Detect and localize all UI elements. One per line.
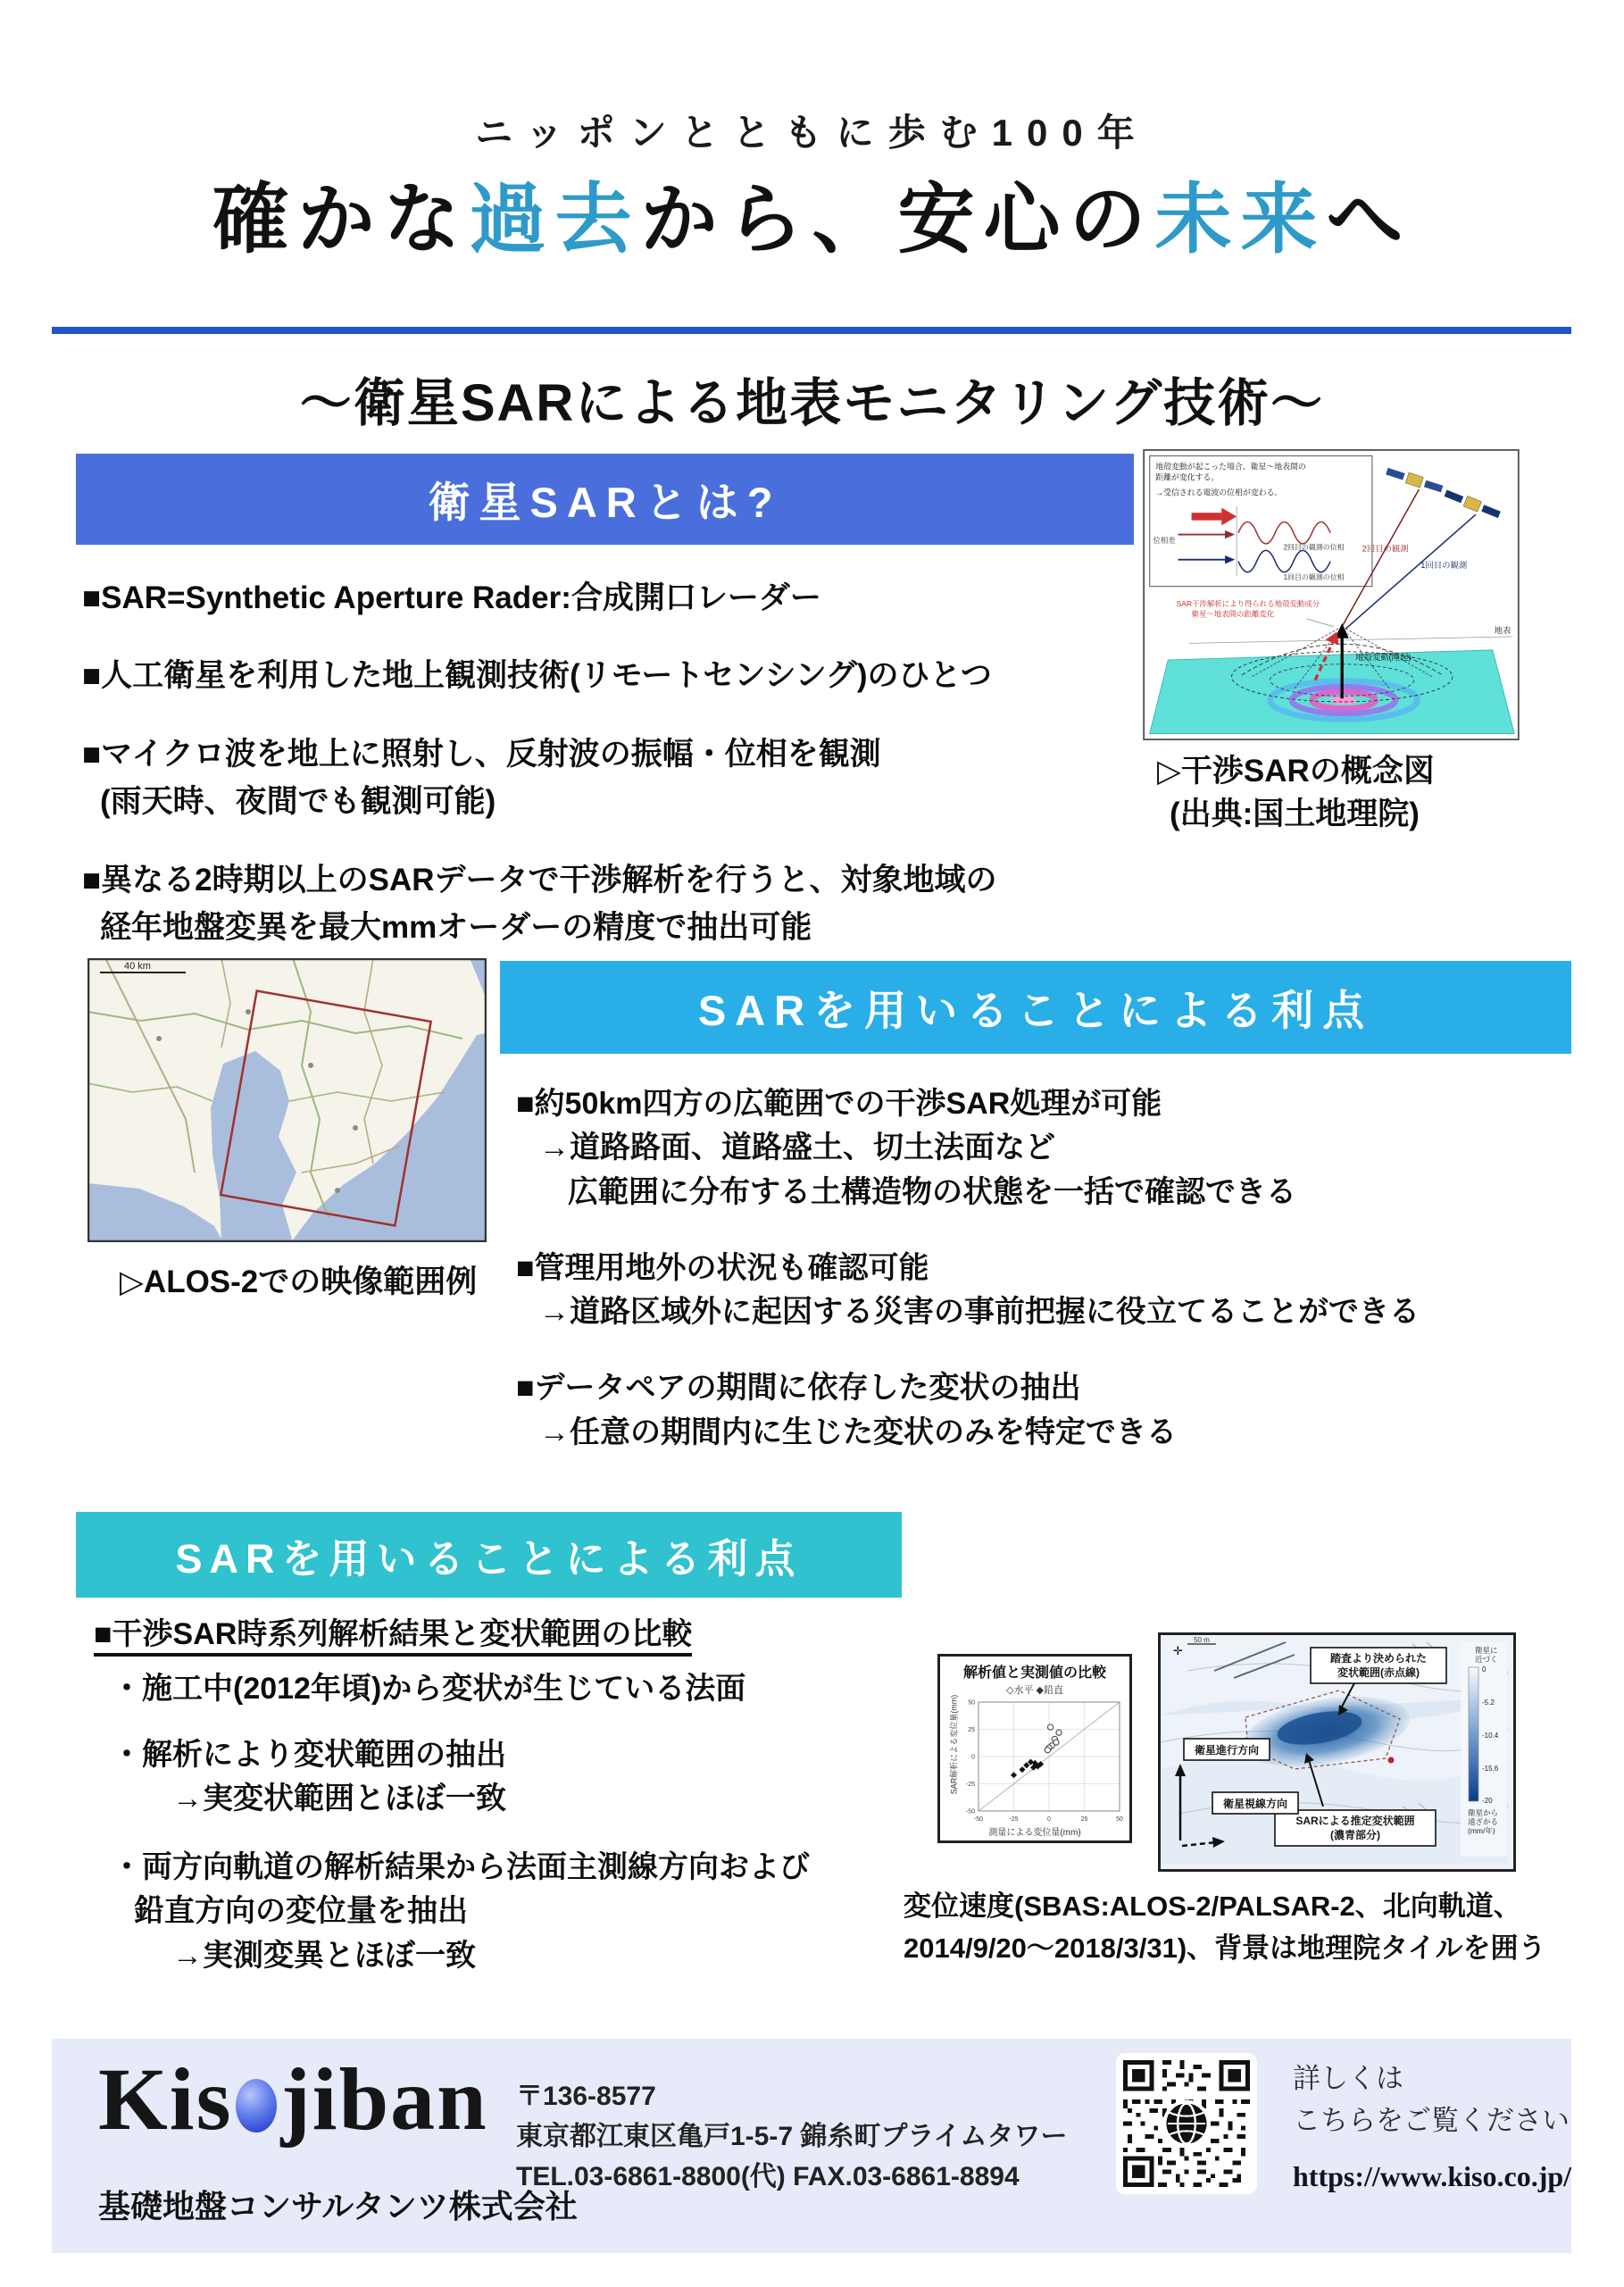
alos2-coverage-map-figure	[87, 958, 487, 1242]
bullet-line: ・施工中(2012年頃)から変状が生じている法面	[112, 1672, 746, 1707]
svg-text:-5.2: -5.2	[1482, 1699, 1495, 1707]
caption-line: 変位速度(SBAS:ALOS-2/PALSAR-2、北向軌道、	[904, 1891, 1521, 1922]
title-part: へ	[1326, 177, 1412, 263]
svg-text:25: 25	[1080, 1816, 1088, 1823]
postal-code: 〒136-8577	[516, 2082, 656, 2111]
analysis-vs-survey-scatter-figure	[937, 1654, 1132, 1843]
phase-diff-label: 位相差	[1153, 535, 1176, 545]
logo-text: jiban	[280, 2049, 488, 2149]
bullet-line: ■人工衛星を利用した地上観測技術(リモートセンシング)のひとつ	[82, 657, 992, 693]
survey-range-label	[1311, 1648, 1446, 1683]
bullet-line: →実測変異とほぼ一致	[172, 1938, 476, 1973]
svg-text:衛星に: 衛星に	[1475, 1646, 1498, 1655]
concept-box-text: →受信される電波の位相が変わる。	[1155, 488, 1283, 497]
section1-banner: 衛星SARとは?	[76, 454, 1134, 545]
kisojiban-logo	[98, 2048, 488, 2150]
bullet-line: ・解析により変状範囲の抽出	[112, 1737, 506, 1772]
obs2-label: 2回目の観測	[1362, 544, 1409, 554]
svg-text:(濃青部分): (濃青部分)	[1330, 1829, 1380, 1841]
bullet-line: ■約50km四方の広範囲での干渉SAR処理が可能	[516, 1087, 1162, 1121]
website-url: https://www.kiso.co.jp/	[1293, 2160, 1572, 2192]
insar-concept-caption-source: (出典:国土地理院)	[1170, 797, 1420, 831]
svg-text:25: 25	[968, 1727, 975, 1733]
svg-text:近づく: 近づく	[1475, 1655, 1498, 1664]
svg-text:0: 0	[1047, 1816, 1051, 1823]
bullet-line: →道路区域外に起因する災害の事前把握に役立てることができる	[539, 1295, 1420, 1330]
sar-scale-label: 50 m	[1194, 1636, 1210, 1644]
alos2-coverage-map-svg	[87, 958, 487, 1242]
caption-line: 2014/9/20〜2018/3/31)、背景は地理院タイルを囲う	[904, 1932, 1546, 1964]
logo-globe-dot-icon	[236, 2079, 277, 2133]
bullet-line: ■管理用地外の状況も確認可能	[516, 1250, 929, 1285]
displacement-rate-caption	[904, 1886, 1591, 1969]
obs1-label: 1回目の観測	[1420, 561, 1468, 571]
svg-text:0: 0	[971, 1754, 975, 1761]
note-line: 詳しくは	[1293, 2063, 1403, 2094]
map-scale-label: 40 km	[124, 961, 151, 972]
company-address	[516, 2076, 1067, 2197]
svg-text:(mm/年): (mm/年)	[1468, 1826, 1495, 1835]
page-subtitle: 〜衛星SARによる地表モニタリング技術〜	[299, 374, 1325, 432]
concept-box-text: 距離が変化する。	[1155, 472, 1220, 482]
title-part: 確かな	[212, 177, 470, 263]
bullet-line: ■SAR=Synthetic Aperture Rader:合成開口レーダー	[82, 580, 821, 615]
qr-globe-icon	[1165, 2102, 1209, 2146]
wave2-label: 2回目の観測の位相	[1283, 543, 1345, 552]
insar-note: SAR干渉解析により得られる地殻変動成分	[1176, 599, 1320, 609]
section3-heading: ■干渉SAR時系列解析結果と変状範囲の比較	[94, 1617, 692, 1657]
bullet-line: →道路路面、道路盛土、切土法面など	[539, 1131, 1055, 1165]
uplift-label: 地殻変動(隆起)	[1355, 653, 1412, 663]
wave1-label: 1回目の観測の位相	[1283, 573, 1345, 582]
svg-text:-10.4: -10.4	[1482, 1732, 1499, 1740]
svg-text:-50: -50	[973, 1816, 984, 1823]
svg-text:50: 50	[1116, 1816, 1123, 1823]
svg-text:遠ざかる: 遠ざかる	[1468, 1817, 1499, 1826]
bullet-line: (雨天時、夜間でも観測可能)	[100, 783, 496, 819]
bullet-line: →任意の期間内に生じた変状のみを特定できる	[539, 1415, 1177, 1449]
insar-note: 衛星〜地表間の距離変化	[1191, 609, 1275, 619]
reference-point-dot	[1388, 1757, 1395, 1764]
svg-text:衛星視線方向: 衛星視線方向	[1222, 1798, 1288, 1810]
insar-concept-caption: ▷干渉SARの概念図	[1157, 754, 1435, 789]
section1-bullets	[82, 575, 1145, 951]
section3-bullets	[94, 1613, 933, 1978]
sar-displacement-map-figure	[1158, 1632, 1516, 1872]
note-line: こちらをご覧ください	[1293, 2104, 1570, 2136]
section2-bullets	[516, 1082, 1583, 1455]
bullet-line: →実変状範囲とほぼ一致	[172, 1781, 506, 1815]
street-address: 東京都江東区亀戸1-5-7 錦糸町プライムタワー	[516, 2122, 1068, 2151]
bullet-line: ■マイクロ波を地上に照射し、反射波の振幅・位相を観測	[82, 737, 881, 772]
sar-range-label	[1275, 1810, 1436, 1846]
svg-text:-15.6: -15.6	[1482, 1765, 1499, 1773]
company-tagline: ニッポンとともに歩む100年	[475, 112, 1149, 154]
bullet-line: ・両方向軌道の解析結果から法面主測線方向および	[112, 1850, 810, 1885]
scatter-plot-svg	[943, 1697, 1127, 1827]
title-part: から、安心の	[640, 177, 1155, 263]
svg-text:-25: -25	[965, 1782, 975, 1788]
sar-displacement-map-svg	[1161, 1635, 1508, 1864]
svg-text:50: 50	[968, 1699, 975, 1707]
ground-label: 地表	[1494, 626, 1512, 636]
scatter-legend: ◇水平 ◆鉛直	[1006, 1685, 1063, 1696]
north-arrow-icon: ✛	[1173, 1644, 1183, 1657]
svg-text:-50: -50	[965, 1808, 975, 1815]
footer	[52, 2039, 1571, 2253]
title-part-accent-future: 未来	[1154, 177, 1327, 263]
qr-code-svg	[1123, 2060, 1250, 2187]
logo-text: Kis	[98, 2049, 233, 2149]
tel-fax: TEL.03-6861-8800(代) FAX.03-6861-8894	[516, 2162, 1020, 2191]
scatter-ylabel: SAR解析による変位量(mm)	[949, 1694, 959, 1795]
svg-text:衛星進行方向: 衛星進行方向	[1194, 1744, 1260, 1757]
alos2-map-caption: ▷ALOS-2での映像範囲例	[120, 1265, 478, 1299]
company-name: 基礎地盤コンサルタンツ株式会社	[98, 2188, 578, 2224]
section3-banner: SARを用いることによる利点	[76, 1512, 902, 1598]
svg-text:踏査より決められた: 踏査より決められた	[1329, 1652, 1428, 1665]
svg-text:-25: -25	[1009, 1816, 1019, 1823]
bullet-line: ■異なる2時期以上のSARデータで干渉解析を行うと、対象地域の	[82, 863, 997, 897]
concept-box-text: 地殻変動が起こった場合、衛星〜地表間の	[1155, 462, 1306, 472]
bullet-line: 経年地盤変異を最大mmオーダーの精度で抽出可能	[100, 909, 812, 945]
colorbar	[1461, 1642, 1507, 1857]
bullet-line: 広範囲に分布する土構造物の状態を一括で確認できる	[568, 1174, 1296, 1209]
insar-concept-figure	[1143, 449, 1520, 740]
title-divider-rule	[52, 327, 1571, 334]
bullet-line: ■データペアの期間に依存した変状の抽出	[516, 1371, 1081, 1406]
scatter-xlabel: 測量による変位量(mm)	[988, 1828, 1081, 1838]
qr-code	[1116, 2053, 1257, 2194]
satellite-heading-label	[1184, 1739, 1270, 1760]
bullet-line: 鉛直方向の変位量を抽出	[134, 1894, 468, 1929]
scatter-title: 解析値と実測値の比較	[962, 1665, 1106, 1681]
insar-concept-svg	[1143, 449, 1520, 740]
section2-banner: SARを用いることによる利点	[500, 961, 1571, 1054]
svg-text:SARによる推定変状範囲: SARによる推定変状範囲	[1295, 1815, 1415, 1827]
satellite-los-label	[1212, 1792, 1298, 1814]
svg-text:-20: -20	[1482, 1797, 1493, 1805]
qr-note	[1293, 2058, 1570, 2141]
svg-text:0: 0	[1482, 1665, 1487, 1674]
svg-text:変状範囲(赤点線): 変状範囲(赤点線)	[1337, 1666, 1420, 1679]
svg-text:衛星から: 衛星から	[1468, 1808, 1499, 1817]
title-part-accent-past: 過去	[469, 177, 641, 263]
main-title	[0, 157, 1624, 268]
